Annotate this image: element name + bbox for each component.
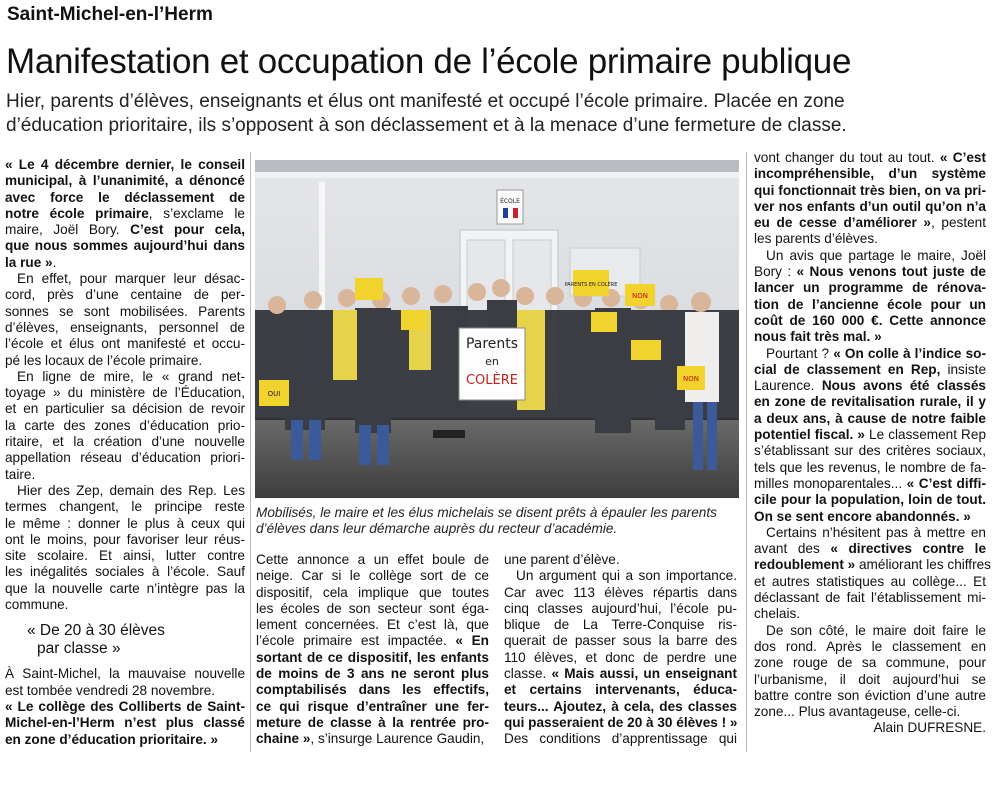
text-line: vont changer du tout au tout. « C’est bbox=[754, 150, 986, 165]
text-line: De son côté, le maire doit faire le bbox=[766, 622, 986, 638]
column-rule bbox=[250, 152, 251, 752]
text-line: tion de l’ancienne école pour un bbox=[754, 296, 986, 312]
text-line: de moins de 3 ans ne seront plus bbox=[256, 666, 489, 682]
text-line: nous fait très mal. » bbox=[754, 329, 882, 345]
placard-text: en bbox=[485, 355, 499, 368]
text-line: la rue ». bbox=[5, 254, 57, 270]
text-line: cile pour la population, loin de tout. bbox=[754, 492, 986, 508]
lead-line: Hier, parents d’élèves, enseignants et élus ont manifesté et occupé l’école primaire. Placée en zone bbox=[6, 91, 845, 112]
text-line: On se sent encore abandonnés. » bbox=[754, 508, 971, 524]
text-line: battre contre son éviction d’une autre bbox=[754, 687, 986, 703]
text-line: lancer un programme de rénova- bbox=[754, 280, 986, 296]
text-line: déclassant de fait l’établissement mi- bbox=[754, 590, 986, 606]
text-line: Michel-en-l’Herm n’est plus classé bbox=[5, 715, 245, 731]
placard-text: COLÈRE bbox=[465, 373, 519, 388]
text-line: qui passeraient de 20 à 30 élèves ! » bbox=[504, 714, 738, 730]
text-line: potentiel fiscal. » Le classement Rep bbox=[754, 427, 986, 443]
yellow-sign-text: OUI bbox=[267, 390, 281, 398]
text-line: les écoles de son secteur sont éga- bbox=[256, 600, 489, 616]
text-line: Laurence. Nous avons été classés bbox=[754, 378, 986, 394]
kicker-location: Saint-Michel-en-l’Herm bbox=[7, 4, 213, 25]
text-line: qui fonctionnait très bien, on va pri- bbox=[754, 182, 986, 198]
lead-line: d’éducation prioritaire, ils s’opposent à son déclassement et à la menace d’une fermeture de classe. bbox=[6, 115, 847, 136]
text-line: coût de 160 000 €. Cette annonce bbox=[754, 312, 986, 328]
yellow-sign-text: NON bbox=[632, 292, 648, 300]
text-line: 110 élèves, et donc de perdre une bbox=[504, 649, 737, 665]
text-line: Car avec 113 élèves répartis dans bbox=[504, 584, 737, 600]
text-line: Hier des Zep, demain des Rep. Les bbox=[17, 482, 245, 498]
text-line: En effet, pour marquer leur désac- bbox=[17, 271, 245, 287]
text-line: zone rouge de sa commune, pour bbox=[754, 655, 986, 671]
text-line: dos rond. Après le classement en bbox=[754, 638, 986, 654]
intertitle: « De 20 à 30 élèves bbox=[27, 622, 165, 640]
headline: Manifestation et occupation de l’école primaire publique bbox=[6, 42, 852, 81]
text-line: le même : donner le plus à ceux qui bbox=[5, 515, 245, 531]
intertitle: par classe » bbox=[37, 640, 121, 658]
text-line: et en particulier sa décision de revoir bbox=[5, 401, 245, 417]
text-line: la carte des zones d’éducation prio- bbox=[5, 417, 245, 433]
text-line: appellation réseau d’éducation priori- bbox=[5, 450, 245, 466]
text-line: toyage » du ministère de l’Éducation, bbox=[5, 385, 245, 401]
text-line: redoublement » améliorant les chiffres bbox=[754, 557, 991, 573]
text-line: que la nouvelle carte n’intègre pas la bbox=[5, 580, 245, 596]
text-line: les parents d’élèves. bbox=[754, 231, 878, 247]
text-line: dispositif, cela implique que toutes bbox=[256, 584, 489, 600]
text-line: l’école et élus ont manifesté et occu- bbox=[5, 336, 245, 352]
text-line: blique de La Terre-Conquise ris- bbox=[504, 617, 737, 633]
text-line: maire, Joël Bory. C’est pour cela, bbox=[5, 222, 245, 238]
text-line: site scolaire. Et ainsi, lutter contre bbox=[5, 548, 245, 564]
yellow-sign-text: NON bbox=[683, 375, 699, 383]
text-line: en zone de revitalisation rurale, il y bbox=[754, 394, 986, 410]
text-line: « Le collège des Colliberts de Saint- bbox=[5, 698, 245, 714]
text-line: sonnes se sont mobilisées. Parents bbox=[5, 303, 245, 319]
text-line: classe. « Mais aussi, un enseignant bbox=[504, 666, 737, 682]
column-2 bbox=[256, 552, 489, 748]
text-line: d’élèves, enseignants, personnel de bbox=[5, 319, 245, 335]
school-sign-text: ÉCOLE bbox=[500, 198, 520, 205]
placard-text: Parents bbox=[465, 336, 519, 352]
text-line: a deux ans, à cause de notre faible bbox=[754, 410, 986, 426]
protest-photo-illustration bbox=[255, 160, 739, 498]
text-line: Un avis que partage le maire, Joël bbox=[766, 247, 986, 263]
text-line: chaine », s’insurge Laurence Gaudin, bbox=[256, 731, 485, 747]
text-line: et certains intervenants, éduca- bbox=[504, 682, 737, 698]
text-line: sortant de ce dispositif, les enfants bbox=[256, 649, 489, 665]
text-line: l’école primaire est impactée. « En bbox=[256, 633, 489, 649]
yellow-sign-text: PARENTS EN COLÈRE bbox=[564, 282, 618, 288]
text-line: est tombée vendredi 28 novembre. bbox=[5, 682, 216, 698]
text-line: eu de cesse d’améliorer », pestent bbox=[754, 215, 987, 231]
author-signature: Alain DUFRESNE. bbox=[873, 720, 986, 736]
text-line: les inégalités sociales à l’école. Sauf bbox=[5, 564, 245, 580]
text-line: teurs... Ajoutez, à cela, des classes bbox=[504, 698, 737, 714]
column-4 bbox=[754, 150, 991, 737]
caption-line: Mobilisés, le maire et les élus michelais se disent prêts à épauler les parents bbox=[256, 505, 717, 520]
text-line: cinq classes aujourd’hui, l’école pu- bbox=[504, 600, 737, 616]
text-line: avant des « directives contre le bbox=[754, 541, 987, 557]
text-line: s’établissant sur des critères sociaux, bbox=[754, 443, 986, 459]
text-line: commune. bbox=[5, 597, 69, 613]
text-line: comptabilisés dans les effectifs, bbox=[256, 682, 489, 698]
text-line: notre école primaire, s’exclame le bbox=[5, 205, 245, 221]
text-line: pé les locaux de l’école primaire. bbox=[5, 352, 203, 368]
text-line: Cette annonce a un effet boule de bbox=[256, 552, 489, 567]
protest-photo bbox=[255, 160, 739, 498]
column-3 bbox=[504, 552, 737, 748]
text-line: ritaire, et la création d’une nouvelle bbox=[5, 434, 245, 450]
text-line: ver nos enfants d’un outil qu’on n’a bbox=[754, 198, 986, 214]
text-line: termes changent, le principe reste bbox=[5, 499, 245, 515]
text-line: querait de passer sous la barre des bbox=[504, 633, 737, 649]
text-line: Certains n’hésitent pas à mettre en bbox=[766, 524, 986, 540]
text-line: meture de classe à la rentrée pro- bbox=[256, 714, 489, 730]
text-line: cord, près d’une centaine de per- bbox=[5, 287, 245, 303]
text-line: Bory : « Nous venons tout juste de bbox=[754, 264, 986, 280]
text-line: Un argument qui a son importance. bbox=[516, 568, 737, 584]
text-line: « Le 4 décembre dernier, le conseil bbox=[5, 157, 245, 172]
text-line: Pourtant ? « On colle à l’indice so- bbox=[766, 345, 986, 361]
text-line: avec force le déclassement de bbox=[5, 189, 245, 205]
text-line: zone... Plus avantageuse, celle-ci. bbox=[754, 704, 961, 720]
column-1 bbox=[5, 157, 245, 748]
text-line: milles monoparentales... « C’est diffi- bbox=[754, 475, 986, 491]
text-line: l’urbanisme, il doit aujourd’hui se bbox=[754, 671, 986, 687]
text-line: en zone d’éducation prioritaire. » bbox=[5, 731, 219, 747]
text-line: tels que les revenus, le nombre de fa- bbox=[754, 459, 986, 475]
text-line: lement concernées. Et c’est là, que bbox=[256, 617, 489, 633]
text-line: incompréhensible, d’un système bbox=[754, 166, 986, 182]
text-line: neige. Car si le collège sort de ce bbox=[256, 568, 489, 584]
text-line: municipal, à l’unanimité, a dénoncé bbox=[5, 173, 245, 189]
lead-paragraph bbox=[6, 90, 996, 138]
text-line: À Saint-Michel, la mauvaise nouvelle bbox=[5, 666, 245, 682]
text-line: taire. bbox=[5, 466, 36, 482]
photo-caption bbox=[256, 505, 736, 538]
text-line: ce qui risque d’entraîner une fer- bbox=[256, 698, 489, 714]
text-line: En ligne de mire, le « grand net- bbox=[17, 368, 245, 384]
text-line: une parent d’élève. bbox=[504, 552, 620, 567]
text-line: et autres statistiques au collège... Et bbox=[754, 573, 986, 589]
text-line: cial de classement en Rep, insiste bbox=[754, 361, 986, 377]
column-rule bbox=[746, 152, 747, 752]
text-line: que nous sommes aujourd’hui dans bbox=[5, 238, 245, 254]
text-line: ont le moins, pour favoriser leur réus- bbox=[5, 531, 245, 547]
text-line: chelais. bbox=[754, 606, 801, 622]
caption-line: d’élèves dans leur démarche auprès du recteur d’académie. bbox=[256, 521, 618, 537]
text-line: Des conditions d’apprentissage qui bbox=[504, 731, 737, 747]
